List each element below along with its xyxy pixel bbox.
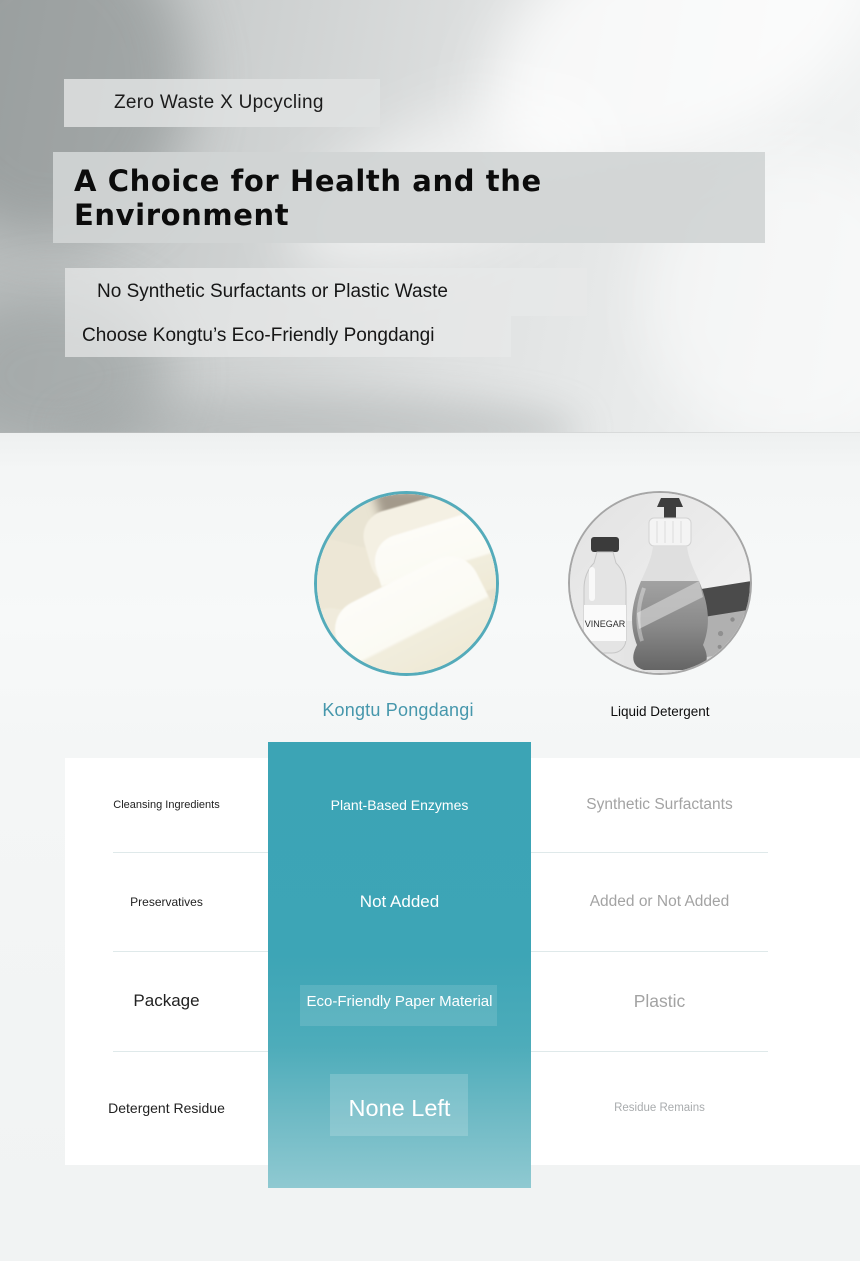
liquid-value: Residue Remains [614, 1102, 705, 1114]
kongtu-value: Eco-Friendly Paper Material [306, 992, 493, 1010]
liquid-detergent-illustration [570, 493, 752, 675]
liquid-product-label: Liquid Detergent [610, 704, 710, 719]
kongtu-pongdangi-photo [314, 491, 499, 676]
hero-section [0, 0, 860, 433]
feature-label: Cleansing Ingredients [113, 799, 220, 811]
liquid-value: Plastic [633, 990, 686, 1011]
kongtu-value: None Left [348, 1094, 451, 1121]
hero-tagline: Zero Waste X Upcycling [64, 79, 380, 127]
detergent-tablets-illustration [317, 494, 499, 676]
liquid-value: Added or Not Added [589, 892, 730, 910]
vinegar-label: VINEGAR [584, 619, 626, 629]
liquid-detergent-photo [568, 491, 752, 675]
feature-label: Package [133, 991, 200, 1010]
hero-subtitle-line2: Choose Kongtu’s Eco-Friendly Pongdangi [65, 316, 511, 357]
kongtu-value: Plant-Based Enzymes [330, 797, 469, 813]
hero-title: A Choice for Health and the Environment [53, 152, 765, 243]
liquid-value: Synthetic Surfactants [586, 796, 733, 813]
kongtu-value: Not Added [359, 891, 440, 911]
kongtu-product-label: Kongtu Pongdangi [322, 700, 474, 720]
feature-label: Detergent Residue [108, 1100, 225, 1116]
hero-subtitle-line1: No Synthetic Surfactants or Plastic Waste [65, 268, 587, 316]
feature-label: Preservatives [130, 894, 203, 909]
